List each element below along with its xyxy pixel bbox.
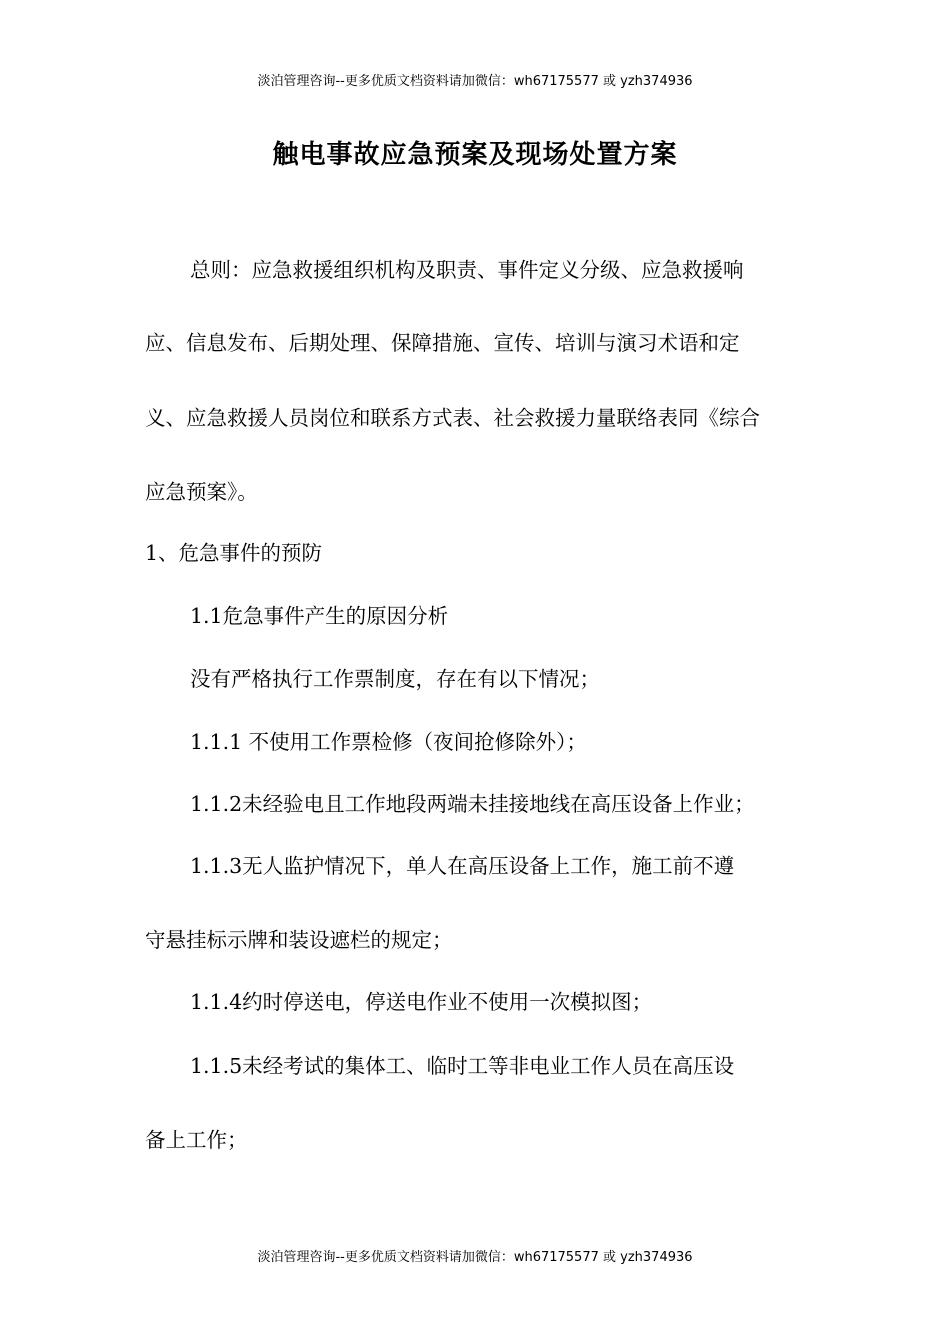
list-item: 1.1.3无人监护情况下，单人在高压设备上工作，施工前不遵 [190,854,735,878]
list-item-continuation: 守悬挂标示牌和装设遮栏的规定； [145,928,453,952]
page-header: 淡泊管理咨询--更多优质文档资料请加微信：wh67175577 或 yzh374936 [257,74,693,89]
paragraph-line: 义、应急救援人员岗位和联系方式表、社会救援力量联络表同《综合 [145,406,760,430]
paragraph-line: 总则：应急救援组织机构及职责、事件定义分级、应急救援响 [190,258,744,282]
paragraph-line: 没有严格执行工作票制度，存在有以下情况； [190,667,600,691]
list-item-continuation: 备上工作； [145,1128,248,1152]
list-item: 1.1.5未经考试的集体工、临时工等非电业工作人员在高压设 [190,1054,735,1078]
list-item: 1.1.4约时停送电，停送电作业不使用一次模拟图； [190,990,653,1014]
paragraph-line: 应、信息发布、后期处理、保障措施、宣传、培训与演习术语和定 [145,331,740,355]
page-footer: 淡泊管理咨询--更多优质文档资料请加微信：wh67175577 或 yzh374936 [257,1250,693,1265]
list-item: 1.1.1 不使用工作票检修（夜间抢修除外）； [190,730,587,754]
list-item: 1.1.2未经验电且工作地段两端未挂接地线在高压设备上作业； [190,792,755,816]
section-heading: 1、危急事件的预防 [145,541,323,565]
subsection-heading: 1.1危急事件产生的原因分析 [190,604,449,628]
document-title: 触电事故应急预案及现场处置方案 [272,140,678,170]
paragraph-line: 应急预案》。 [145,480,258,504]
